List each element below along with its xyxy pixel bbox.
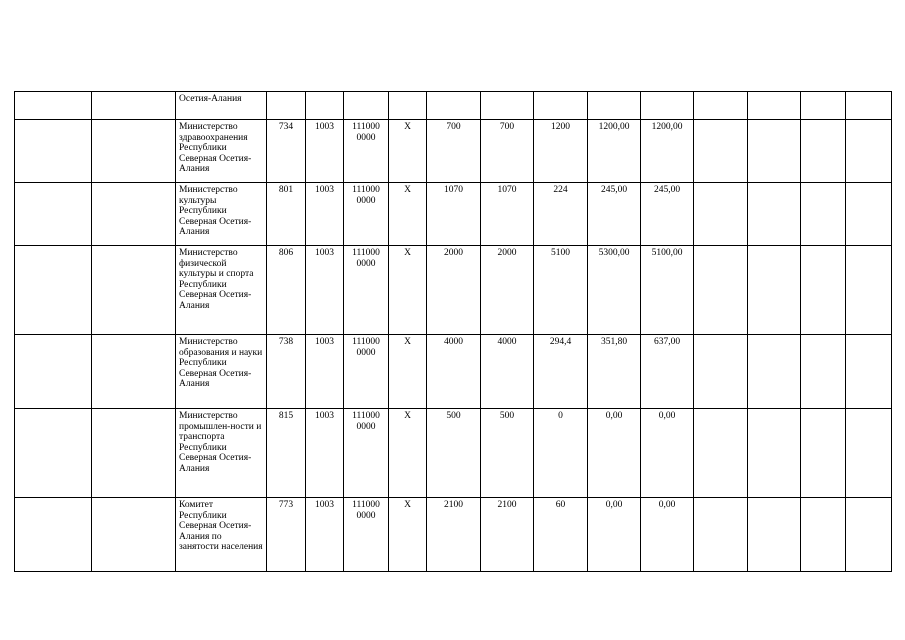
value-cell-3: 60 [534, 498, 588, 572]
empty-cell [846, 92, 892, 120]
ministry-name-cell: Министерство образования и науки Республики Северная Осетия-Алания [176, 335, 267, 409]
grbs-code-cell: 738 [267, 335, 306, 409]
ministry-name-cell: Министерство промышлен-ности и транспорта Республики Северная Осетия-Алания [176, 409, 267, 498]
empty-cell [92, 92, 176, 120]
target-article-cell: 111000 0000 [344, 498, 389, 572]
value-cell-3: 224 [534, 183, 588, 246]
target-article-cell: 111000 0000 [344, 120, 389, 183]
budget-table [14, 91, 892, 572]
empty-cell [846, 335, 892, 409]
value-cell-1: 500 [427, 409, 481, 498]
value-cell-4: 1200,00 [588, 120, 641, 183]
value-cell-3: 1200 [534, 120, 588, 183]
section-code-cell [306, 92, 344, 120]
ministry-name-cell: Министерство культуры Республики Северная Осетия-Алания [176, 183, 267, 246]
empty-cell [748, 120, 801, 183]
empty-cell [15, 183, 92, 246]
value-cell-2: 2100 [481, 498, 534, 572]
empty-cell [92, 120, 176, 183]
empty-cell [748, 92, 801, 120]
empty-cell [92, 183, 176, 246]
section-code-cell: 1003 [306, 498, 344, 572]
empty-cell [15, 335, 92, 409]
empty-cell [846, 498, 892, 572]
target-article-cell [344, 92, 389, 120]
value-cell-3: 5100 [534, 246, 588, 335]
empty-cell [15, 120, 92, 183]
grbs-code-cell: 801 [267, 183, 306, 246]
value-cell-2: 1070 [481, 183, 534, 246]
empty-cell [694, 120, 748, 183]
empty-cell [15, 409, 92, 498]
value-cell-3: 0 [534, 409, 588, 498]
empty-cell [92, 246, 176, 335]
empty-cell [846, 120, 892, 183]
empty-cell [801, 498, 846, 572]
value-cell-5: 0,00 [641, 498, 694, 572]
grbs-code-cell [267, 92, 306, 120]
empty-cell [694, 498, 748, 572]
empty-cell [846, 409, 892, 498]
grbs-code-cell: 773 [267, 498, 306, 572]
empty-cell [801, 246, 846, 335]
empty-cell [694, 183, 748, 246]
value-cell-2: 700 [481, 120, 534, 183]
empty-cell [694, 335, 748, 409]
value-cell-2: 4000 [481, 335, 534, 409]
value-cell-4: 245,00 [588, 183, 641, 246]
expense-type-cell: Х [389, 498, 427, 572]
value-cell-4: 351,80 [588, 335, 641, 409]
expense-type-cell: Х [389, 246, 427, 335]
ministry-name-cell: Министерство физической культуры и спорта Республики Северная Осетия-Алания [176, 246, 267, 335]
ministry-name-cell: Министерство здравоохранения Республики Северная Осетия-Алания [176, 120, 267, 183]
empty-cell [694, 409, 748, 498]
empty-cell [846, 246, 892, 335]
value-cell-4: 5300,00 [588, 246, 641, 335]
value-cell-2: 500 [481, 409, 534, 498]
empty-cell [748, 246, 801, 335]
value-cell-1: 2000 [427, 246, 481, 335]
empty-cell [694, 92, 748, 120]
grbs-code-cell: 734 [267, 120, 306, 183]
value-cell-2 [481, 92, 534, 120]
empty-cell [92, 498, 176, 572]
empty-cell [748, 183, 801, 246]
value-cell-3 [534, 92, 588, 120]
expense-type-cell: Х [389, 409, 427, 498]
value-cell-5: 245,00 [641, 183, 694, 246]
empty-cell [748, 409, 801, 498]
value-cell-1: 4000 [427, 335, 481, 409]
target-article-cell: 111000 0000 [344, 409, 389, 498]
section-code-cell: 1003 [306, 120, 344, 183]
value-cell-4 [588, 92, 641, 120]
empty-cell [801, 409, 846, 498]
section-code-cell: 1003 [306, 183, 344, 246]
table-row [15, 183, 892, 246]
expense-type-cell [389, 92, 427, 120]
expense-type-cell: Х [389, 183, 427, 246]
target-article-cell: 111000 0000 [344, 246, 389, 335]
empty-cell [15, 92, 92, 120]
empty-cell [92, 335, 176, 409]
section-code-cell: 1003 [306, 335, 344, 409]
ministry-name-cell: Осетия-Алания [176, 92, 267, 120]
section-code-cell: 1003 [306, 246, 344, 335]
empty-cell [801, 92, 846, 120]
value-cell-5: 5100,00 [641, 246, 694, 335]
target-article-cell: 111000 0000 [344, 335, 389, 409]
empty-cell [801, 183, 846, 246]
value-cell-1 [427, 92, 481, 120]
ministry-name-cell: Комитет Республики Северная Осетия-Алания по занятости населения [176, 498, 267, 572]
target-article-cell: 111000 0000 [344, 183, 389, 246]
empty-cell [801, 120, 846, 183]
grbs-code-cell: 815 [267, 409, 306, 498]
expense-type-cell: Х [389, 335, 427, 409]
table-row [15, 409, 892, 498]
grbs-code-cell: 806 [267, 246, 306, 335]
value-cell-1: 2100 [427, 498, 481, 572]
table-row [15, 246, 892, 335]
empty-cell [846, 183, 892, 246]
value-cell-3: 294,4 [534, 335, 588, 409]
value-cell-5: 637,00 [641, 335, 694, 409]
table-row [15, 120, 892, 183]
value-cell-4: 0,00 [588, 409, 641, 498]
empty-cell [15, 246, 92, 335]
empty-cell [15, 498, 92, 572]
value-cell-4: 0,00 [588, 498, 641, 572]
value-cell-1: 700 [427, 120, 481, 183]
empty-cell [92, 409, 176, 498]
empty-cell [748, 498, 801, 572]
empty-cell [801, 335, 846, 409]
value-cell-5 [641, 92, 694, 120]
empty-cell [748, 335, 801, 409]
table-row [15, 92, 892, 120]
value-cell-5: 0,00 [641, 409, 694, 498]
expense-type-cell: Х [389, 120, 427, 183]
value-cell-2: 2000 [481, 246, 534, 335]
value-cell-1: 1070 [427, 183, 481, 246]
table-row [15, 335, 892, 409]
table-row [15, 498, 892, 572]
empty-cell [694, 246, 748, 335]
value-cell-5: 1200,00 [641, 120, 694, 183]
section-code-cell: 1003 [306, 409, 344, 498]
